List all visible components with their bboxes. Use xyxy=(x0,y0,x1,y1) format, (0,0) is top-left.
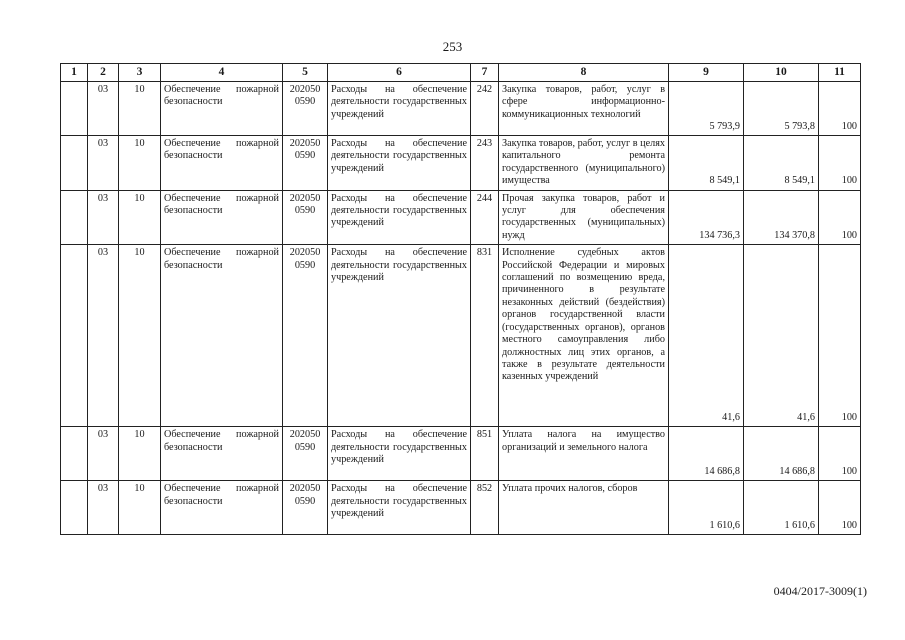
cell-section-name: Обеспечение пожарной безопасности xyxy=(161,82,283,136)
cell-section-name: Обеспечение пожарной безопасности xyxy=(161,190,283,245)
cell-expense-type-code: 242 xyxy=(471,82,499,136)
cell-expense-type-name: Уплата налога на имущество организаций и земельного налога xyxy=(499,427,669,481)
cell-target-name: Расходы на обеспечение деятельности государственных учреждений xyxy=(328,245,471,427)
cell-section-name: Обеспечение пожарной безопасности xyxy=(161,245,283,427)
budget-table xyxy=(60,63,861,535)
cell-planned-amount: 134 736,3 xyxy=(669,190,744,245)
cell-actual-amount: 14 686,8 xyxy=(744,427,819,481)
cell-col-1 xyxy=(61,136,88,191)
cell-expense-type-code: 831 xyxy=(471,245,499,427)
cell-section-name: Обеспечение пожарной безопасности xyxy=(161,427,283,481)
table-body xyxy=(61,82,861,535)
column-header-4: 4 xyxy=(161,64,283,82)
column-header-10: 10 xyxy=(744,64,819,82)
cell-target-name: Расходы на обеспечение деятельности государственных учреждений xyxy=(328,82,471,136)
table-row xyxy=(61,481,861,535)
cell-col-1 xyxy=(61,82,88,136)
cell-subsection-code: 10 xyxy=(119,427,161,481)
column-header-1: 1 xyxy=(61,64,88,82)
cell-target-name: Расходы на обеспечение деятельности государственных учреждений xyxy=(328,481,471,535)
cell-target-code: 202050 0590 xyxy=(283,136,328,191)
cell-expense-type-name: Уплата прочих налогов, сборов xyxy=(499,481,669,535)
cell-percent: 100 xyxy=(819,481,861,535)
cell-col-1 xyxy=(61,190,88,245)
cell-section-name: Обеспечение пожарной безопасности xyxy=(161,136,283,191)
cell-subsection-code: 10 xyxy=(119,245,161,427)
column-header-2: 2 xyxy=(88,64,119,82)
cell-actual-amount: 5 793,8 xyxy=(744,82,819,136)
cell-subsection-code: 10 xyxy=(119,136,161,191)
cell-expense-type-code: 244 xyxy=(471,190,499,245)
cell-expense-type-code: 851 xyxy=(471,427,499,481)
table-row xyxy=(61,190,861,245)
cell-col-1 xyxy=(61,481,88,535)
cell-section-name: Обеспечение пожарной безопасности xyxy=(161,481,283,535)
cell-subsection-code: 10 xyxy=(119,481,161,535)
cell-target-code: 202050 0590 xyxy=(283,427,328,481)
cell-target-code: 202050 0590 xyxy=(283,245,328,427)
cell-actual-amount: 8 549,1 xyxy=(744,136,819,191)
cell-planned-amount: 5 793,9 xyxy=(669,82,744,136)
column-header-11: 11 xyxy=(819,64,861,82)
table-row xyxy=(61,82,861,136)
cell-expense-type-name: Закупка товаров, работ, услуг в сфере информационно-коммуникационных технологий xyxy=(499,82,669,136)
cell-planned-amount: 1 610,6 xyxy=(669,481,744,535)
cell-col-1 xyxy=(61,245,88,427)
column-header-5: 5 xyxy=(283,64,328,82)
cell-planned-amount: 14 686,8 xyxy=(669,427,744,481)
cell-percent: 100 xyxy=(819,190,861,245)
cell-target-code: 202050 0590 xyxy=(283,82,328,136)
cell-subsection-code: 10 xyxy=(119,82,161,136)
cell-actual-amount: 1 610,6 xyxy=(744,481,819,535)
table-row xyxy=(61,427,861,481)
cell-section-code: 03 xyxy=(88,481,119,535)
cell-percent: 100 xyxy=(819,245,861,427)
table-row xyxy=(61,136,861,191)
cell-target-code: 202050 0590 xyxy=(283,481,328,535)
cell-target-name: Расходы на обеспечение деятельности государственных учреждений xyxy=(328,136,471,191)
cell-subsection-code: 10 xyxy=(119,190,161,245)
document-code: 0404/2017-3009(1) xyxy=(773,584,867,598)
cell-actual-amount: 134 370,8 xyxy=(744,190,819,245)
cell-planned-amount: 8 549,1 xyxy=(669,136,744,191)
cell-expense-type-code: 852 xyxy=(471,481,499,535)
cell-section-code: 03 xyxy=(88,190,119,245)
cell-percent: 100 xyxy=(819,427,861,481)
column-header-8: 8 xyxy=(499,64,669,82)
cell-percent: 100 xyxy=(819,136,861,191)
cell-expense-type-name: Закупка товаров, работ, услуг в целях капитального ремонта государственного (муниципального) имущества xyxy=(499,136,669,191)
cell-section-code: 03 xyxy=(88,82,119,136)
cell-percent: 100 xyxy=(819,82,861,136)
cell-col-1 xyxy=(61,427,88,481)
cell-expense-type-name: Прочая закупка товаров, работ и услуг для обеспечения государственных (муниципальных) нужд xyxy=(499,190,669,245)
cell-section-code: 03 xyxy=(88,245,119,427)
cell-actual-amount: 41,6 xyxy=(744,245,819,427)
cell-expense-type-code: 243 xyxy=(471,136,499,191)
cell-target-name: Расходы на обеспечение деятельности государственных учреждений xyxy=(328,190,471,245)
cell-target-code: 202050 0590 xyxy=(283,190,328,245)
cell-target-name: Расходы на обеспечение деятельности государственных учреждений xyxy=(328,427,471,481)
table-row xyxy=(61,245,861,427)
column-header-6: 6 xyxy=(328,64,471,82)
cell-planned-amount: 41,6 xyxy=(669,245,744,427)
column-header-9: 9 xyxy=(669,64,744,82)
cell-expense-type-name: Исполнение судебных актов Российской Федерации и мировых соглашений по возмещению вреда, причиненного в результате незаконных действий (бездействия) органов государственной власти (государственных органов), органов местного самоуправления либо должностных лиц этих органов, а также в результате деятельности казенных учреждений xyxy=(499,245,669,427)
cell-section-code: 03 xyxy=(88,427,119,481)
column-header-3: 3 xyxy=(119,64,161,82)
cell-section-code: 03 xyxy=(88,136,119,191)
header-row xyxy=(61,64,861,82)
column-header-7: 7 xyxy=(471,64,499,82)
page-number: 253 xyxy=(442,39,463,54)
